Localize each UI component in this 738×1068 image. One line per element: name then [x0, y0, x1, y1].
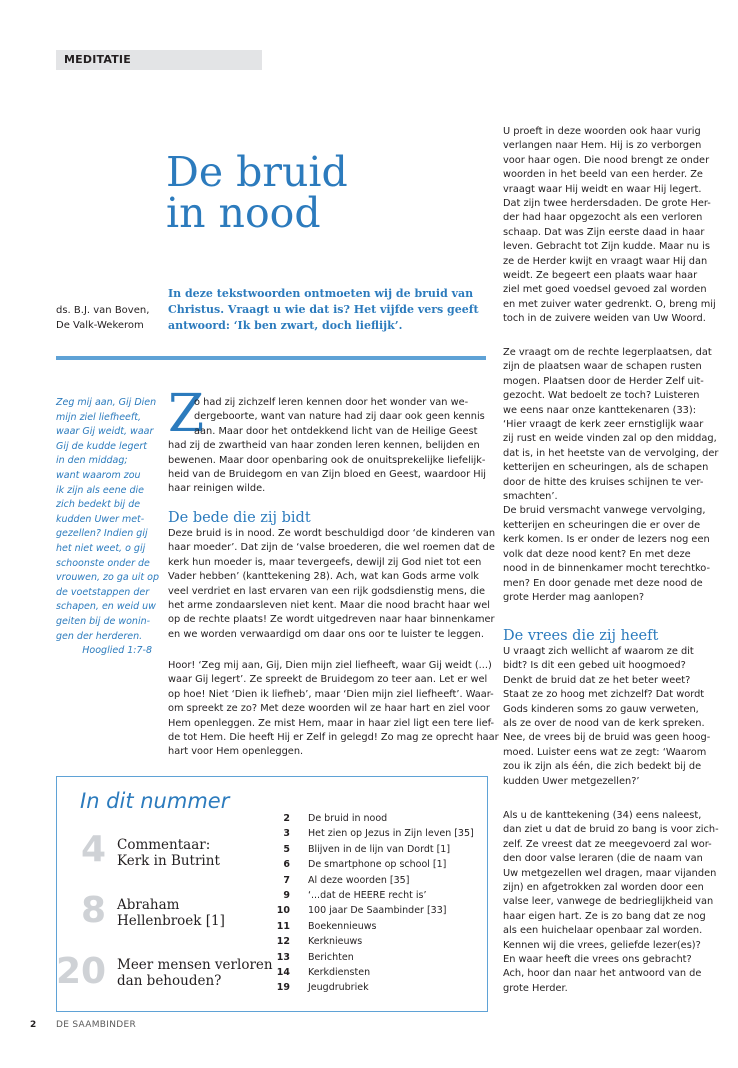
verse-line: Zeg mij aan, Gij Dien — [56, 397, 157, 408]
featured-page-number: 8 — [80, 890, 106, 931]
scripture-verse — [56, 396, 159, 659]
body-line: aan. Maar door het ontdekkend licht van de Heilige Geest — [194, 425, 478, 437]
verse-line: het niet weet, o gij — [56, 542, 146, 554]
body-line: Hoor! ‘Zeg mij aan, Gij, Dien mijn ziel liefheeft, waar Gij weidt (...) — [168, 660, 492, 671]
body-line: dergeboorte, want van nature had zij daar ook geen kennis — [194, 411, 485, 423]
verse-line: in den middag; — [56, 455, 128, 467]
verse-line: gezellen? Indien gij — [56, 528, 148, 540]
featured-title-line: Kerk in Butrint — [117, 853, 220, 869]
contents-title-text: Jeugdrubriek — [308, 982, 369, 994]
body-line: door de hitte des kruises schijnen te ver- — [503, 476, 704, 488]
body-line: weidt. Ze begeert een plaats waar haar — [503, 270, 698, 282]
body-line: mogen. Plaatsen door de Herder Zelf uit- — [503, 375, 704, 387]
verse-line: waar Gij weidt, waar — [56, 426, 154, 438]
contents-entry[interactable] — [262, 857, 474, 872]
contents-entry[interactable] — [262, 980, 474, 995]
verse-line: zich bedekt bij de — [56, 499, 141, 511]
contents-page-number: 3 — [283, 828, 290, 840]
subheading-bede: De bede die zij bidt — [168, 510, 311, 526]
verse-line: kudden Uwer met- — [56, 513, 145, 525]
contents-page-number: 14 — [276, 967, 290, 979]
intro-line: In deze tekstwoorden ontmoeten wij de bruid van — [168, 287, 474, 300]
contents-entry[interactable] — [262, 965, 474, 980]
subheading-vrees: De vrees die zij heeft — [503, 628, 659, 644]
body-line: haar reinigen wilde. — [168, 483, 266, 495]
contents-entry[interactable] — [262, 950, 474, 965]
body-line: zijn de plaatsen waar de schapen rusten — [503, 361, 702, 373]
first-paragraph — [168, 439, 486, 497]
verse-reference: Hooglied 1:7-8 — [82, 645, 152, 657]
body-line: en met zuiver water gedrenkt. O, breng mij — [503, 298, 716, 310]
author-name: ds. B.J. van Boven, — [56, 305, 150, 316]
body-line: valse leer, vanwege de bedrieglijkheid van — [503, 896, 714, 908]
verse-line: de voetstappen der — [56, 586, 150, 598]
body-line: Gods kinderen soms zo gauw verweten, — [503, 703, 699, 715]
right-paragraph-1 — [503, 125, 716, 327]
body-line: waar Gij legert’. Ze spreekt de Bruidegom zo teer aan. Let er wel — [168, 674, 488, 686]
body-line: U proeft in deze woorden ook haar vurig — [503, 126, 701, 137]
body-line: nood in de binnenkamer mocht terechtko- — [503, 563, 711, 575]
paragraph-hoor — [168, 659, 499, 760]
contents-title-text: Blijven in de lijn van Dordt [1] — [308, 843, 451, 855]
featured-article-link[interactable] — [117, 837, 220, 869]
body-line: bewenen. Maar door openbaring ook de onuitsprekelijke liefelijk- — [168, 454, 486, 466]
featured-article-link[interactable] — [117, 957, 273, 989]
contents-page-number: 7 — [283, 874, 290, 886]
body-line: om spreekt ze zo? Met deze woorden wil ze haar hart en ziel voor — [168, 703, 490, 715]
contents-entry[interactable] — [262, 934, 474, 949]
body-line: Ze vraagt om de rechte legerplaatsen, dat — [503, 347, 712, 358]
body-line: Uw metgezellen wel dragen, maar vijanden — [503, 867, 717, 879]
body-line: Ach, hoor dan naar het antwoord van de — [503, 968, 702, 980]
verse-line: vrouwen, zo ga uit op — [56, 572, 159, 584]
body-line: den door valse leraren (die de naam van — [503, 853, 703, 865]
body-line: de tot Hem. Die heeft Hij er Zelf in gelegd! Zo mag ze oprecht haar — [168, 732, 499, 744]
body-line: ziel met goed voedsel gevoed zal worden — [503, 284, 707, 296]
body-line: dan ziet u dat de bruid zo bang is voor zich- — [503, 824, 719, 836]
author-byline — [56, 303, 166, 333]
body-line: grote Herder mag aanlopen? — [503, 591, 645, 603]
contents-entry[interactable] — [262, 903, 474, 918]
contents-entry[interactable] — [262, 811, 474, 826]
contents-page-number: 12 — [276, 936, 290, 948]
body-line: men? En door genade met deze nood de — [503, 577, 703, 589]
verse-line: want waarom zou — [56, 469, 141, 481]
contents-title-text: Boekennieuws — [308, 920, 377, 932]
first-paragraph-dropcap-lines — [194, 396, 485, 439]
body-line: zou ik zijn als één, die zich bedekt bij de — [503, 761, 702, 773]
contents-list — [262, 811, 474, 996]
verse-line: geiten bij de wonin- — [56, 615, 151, 627]
body-line: Staat ze zo hoog met zichzelf? Dat wordt — [503, 689, 705, 701]
body-line: zij rust en weide vinden zal op den middag, — [503, 433, 717, 445]
body-line: heid van de Bruidegom en van Zijn bloed en Geest, waardoor Hij — [168, 469, 487, 480]
body-line: schaap. Dat was Zijn eerste daad in haar — [503, 226, 705, 238]
contents-title-text: Het zien op Jezus in Zijn leven [35] — [308, 828, 474, 840]
title-line: in nood — [166, 189, 321, 237]
body-line: hart voor Hem openleggen. — [168, 746, 304, 758]
divider-rule — [56, 356, 486, 360]
body-line: ketterijen en scheuringen die er over de — [503, 519, 701, 531]
body-line: volk dat deze nood kent? En met deze — [503, 548, 691, 560]
body-line: smachten’. — [503, 491, 558, 503]
body-line: zelf. Ze vreest dat ze meegevoerd zal wor- — [503, 838, 712, 850]
contents-page-number: 6 — [283, 859, 290, 871]
featured-article-link[interactable] — [117, 897, 225, 929]
verse-line: mijn ziel liefheeft, — [56, 411, 141, 423]
article-title — [166, 148, 466, 237]
body-line: En waar heeft die vrees ons gebracht? — [503, 954, 692, 966]
body-line: grote Herder. — [503, 982, 568, 994]
contents-entry[interactable] — [262, 919, 474, 934]
contents-entry[interactable] — [262, 842, 474, 857]
featured-title-line: Abraham — [117, 897, 180, 913]
body-line: vraagt waar Hij weidt en waar Hij legert. — [503, 183, 702, 195]
verse-line: ik zijn als eene die — [56, 484, 144, 496]
body-line: ze de Herder kwijt en vraagt waar Hij dan — [503, 255, 708, 267]
body-line: dat is, in het heetste van de vervolging, der — [503, 447, 719, 459]
body-line: op hoe! Niet ‘Dien ik liefheb’, maar ‘Dien mijn ziel liefheeft’. Waar- — [168, 688, 494, 700]
body-line: verlangen naar Hem. Hij is zo verborgen — [503, 140, 702, 152]
contents-title-text: Kerkdiensten — [308, 967, 371, 979]
contents-page-number: 11 — [276, 920, 290, 932]
body-line: we eens naar onze kanttekenaren (33): — [503, 404, 697, 416]
title-line: De bruid — [166, 148, 348, 196]
body-line: als een huichelaar openbaar zal worden. — [503, 925, 703, 937]
contents-title-text: Berichten — [308, 951, 354, 963]
contents-page-number: 5 — [283, 843, 290, 855]
body-line: had zij de zwartheid van haar zonden leren kennen, belijden en — [168, 440, 480, 452]
contents-title: In dit nummer — [80, 789, 230, 813]
intro-line: antwoord: ‘Ik ben zwart, doch lieflijk’. — [168, 319, 403, 332]
contents-entry[interactable] — [262, 826, 474, 841]
body-line: Dat zijn twee herdersdaden. De grote Her- — [503, 198, 711, 210]
body-line: Deze bruid is in nood. Ze wordt beschuldigd door ‘de kinderen van — [168, 528, 496, 539]
body-line: kerk hun moeder is, maar tevergeefs, dewijl zij God niet tot een — [168, 556, 482, 568]
contents-page-number: 19 — [276, 982, 290, 994]
body-line: bidt? Is dit een gebed uit hoogmoed? — [503, 660, 686, 672]
body-line: Hem openleggen. Ze mist Hem, maar in haar ziel ligt een tere lief- — [168, 717, 495, 729]
body-line: veel verdriet en last ervaren van een rijk godsdienstig mens, die — [168, 585, 486, 597]
featured-title-line: Meer mensen verloren — [117, 957, 273, 973]
contents-title-text: De bruid in nood — [308, 813, 388, 824]
verse-line: schapen, en weid uw — [56, 601, 156, 613]
body-line: woorden in het beeld van een herder. Ze — [503, 169, 703, 181]
dropcap: Z — [168, 384, 205, 444]
article-intro — [168, 286, 488, 334]
contents-page-number: 10 — [276, 905, 290, 917]
verse-line: Gij de kudde legert — [56, 440, 147, 452]
body-line: ketterijen en scheuringen, als de schapen — [503, 462, 709, 474]
body-line: Vader hebben’ (kanttekening 28). Ach, wat kan Gods arme volk — [168, 571, 479, 583]
body-line: Nee, de vrees bij de bruid was geen hoog- — [503, 732, 711, 744]
featured-title-line: Commentaar: — [117, 837, 211, 853]
body-line: haar moeder’. Dat zijn de ‘valse broederen, die wel roemen dat de — [168, 542, 495, 554]
page-number: 2 — [30, 1020, 37, 1030]
body-line: kerk komen. Is er onder de lezers nog een — [503, 534, 710, 546]
contents-page-number: 13 — [276, 951, 290, 963]
body-line: o had zij zichzelf leren kennen door het wonder van we- — [194, 397, 469, 408]
verse-line: gen der herderen. — [56, 630, 143, 642]
body-line: toch in de zuivere weiden van Uw Woord. — [503, 313, 706, 325]
body-line: moed. Luister eens wat ze zegt: ‘Waarom — [503, 746, 707, 758]
featured-page-number: 20 — [56, 951, 107, 992]
intro-line: Christus. Vraagt u wie dat is? Het vijfde vers geeft — [168, 303, 479, 316]
body-line: der had haar opgezocht als een verloren — [503, 212, 703, 224]
featured-title-line: Hellenbroek [1] — [117, 913, 225, 929]
author-place: De Valk-Wekerom — [56, 320, 144, 331]
publication-name: DE SAAMBINDER — [56, 1020, 137, 1030]
contents-title-text: 100 jaar De Saambinder [33] — [308, 905, 447, 917]
body-line: ‘Hier vraagt de kerk zeer ernstiglijk waar — [503, 419, 704, 431]
right-paragraph-3 — [503, 645, 710, 789]
body-line: U vraagt zich wellicht af waarom ze dit — [503, 646, 694, 657]
contents-title-text: Kerknieuws — [308, 936, 363, 948]
contents-page-number: 9 — [283, 890, 290, 902]
body-line: Als u de kanttekening (34) eens naleest, — [503, 810, 702, 821]
body-line: op de rechte plaats! Ze wordt uitgedreven naar haar binnenkamer — [168, 614, 495, 626]
right-paragraph-4 — [503, 809, 719, 996]
contents-title-text: Al deze woorden [35] — [308, 874, 410, 886]
body-line: als ze over de nood van de kerk spreken. — [503, 718, 705, 730]
body-line: leven. Gebracht tot Zijn kudde. Maar nu is — [503, 241, 710, 253]
body-line: kudden Uwer metgezellen?’ — [503, 775, 640, 787]
contents-title-text: ‘...dat de HEERE recht is’ — [308, 890, 427, 902]
contents-title-text: De smartphone op school [1] — [308, 859, 447, 871]
body-line: en we worden verwaardigd om daar ons oor te luister te leggen. — [168, 628, 484, 640]
body-line: Denkt de bruid dat ze het beter weet? — [503, 674, 691, 686]
body-line: haar eigen hart. Ze is zo bang dat ze nog — [503, 910, 706, 922]
body-line: Kennen wij die vrees, geliefde lezer(es)? — [503, 939, 701, 951]
paragraph-bede — [168, 527, 495, 642]
featured-title-line: dan behouden? — [117, 973, 222, 989]
body-line: zijn) en afgetrokken zal worden door een — [503, 882, 704, 894]
featured-page-number: 4 — [80, 829, 106, 870]
verse-line: schoonste onder de — [56, 557, 150, 569]
body-line: het arme zondaarsleven niet kent. Maar die nood bracht haar wel — [168, 600, 491, 612]
contents-entry[interactable] — [262, 888, 474, 903]
body-line: De bruid versmacht vanwege vervolging, — [503, 505, 706, 517]
body-line: voor haar ogen. Die nood brengt ze onder — [503, 154, 710, 166]
section-tag: MEDITATIE — [56, 50, 262, 70]
contents-page-number: 2 — [283, 813, 290, 824]
body-line: gezocht. Wat bedoelt ze toch? Luisteren — [503, 390, 700, 402]
right-paragraph-2 — [503, 346, 718, 605]
contents-entry[interactable] — [262, 873, 474, 888]
